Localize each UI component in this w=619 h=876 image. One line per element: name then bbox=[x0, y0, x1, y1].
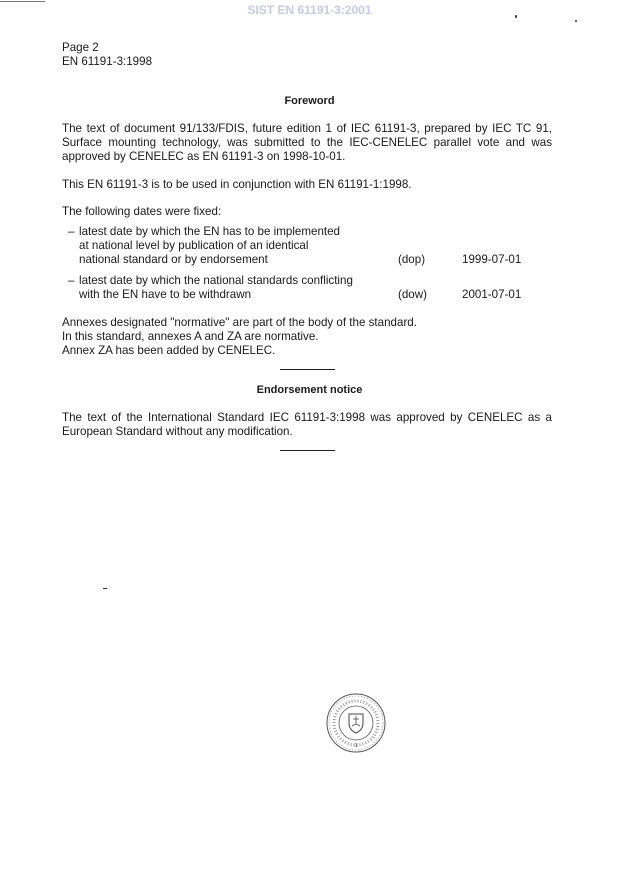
scan-edge-mark bbox=[0, 1, 45, 2]
foreword-para1-line1: The text of document 91/133/FDIS, future edition 1 of IEC 61191-3, prepared by IEC TC 91, bbox=[62, 122, 552, 135]
official-stamp bbox=[325, 692, 387, 757]
list-dash: – bbox=[68, 225, 75, 238]
list-dash: – bbox=[68, 274, 75, 287]
document-id: EN 61191-3:1998 bbox=[62, 55, 153, 68]
annex-line-2: In this standard, annexes A and ZA are normative. bbox=[62, 330, 319, 343]
watermark: SIST EN 61191-3:2001 bbox=[247, 3, 372, 17]
list-line: with the EN have to be withdrawn bbox=[79, 288, 252, 301]
annex-line-3: Annex ZA has been added by CENELEC. bbox=[62, 344, 276, 357]
list-item-dop bbox=[70, 225, 340, 267]
foreword-para3: The following dates were fixed: bbox=[62, 205, 222, 218]
scan-speck bbox=[575, 20, 577, 22]
dop-code: (dop) bbox=[398, 253, 426, 266]
list-line: at national level by publication of an identical bbox=[79, 239, 309, 252]
list-item-dow bbox=[70, 274, 353, 302]
dow-date: 2001-07-01 bbox=[462, 288, 522, 301]
endorsement-heading: Endorsement notice bbox=[256, 384, 363, 396]
list-line: national standard or by endorsement bbox=[79, 253, 268, 266]
foreword-heading: Foreword bbox=[284, 95, 335, 107]
dow-code: (dow) bbox=[398, 288, 427, 301]
endorsement-line2: European Standard without any modification. bbox=[62, 425, 293, 438]
svg-text:1: 1 bbox=[354, 743, 358, 749]
list-line: latest date by which the EN has to be implemented bbox=[79, 225, 341, 238]
foreword-para2: This EN 61191-3 is to be used in conjunction with EN 61191-1:1998. bbox=[62, 178, 412, 191]
foreword-para1-line3: approved by CENELEC as EN 61191-3 on 1998-10-01. bbox=[62, 150, 346, 163]
scan-speck bbox=[103, 588, 107, 589]
divider bbox=[280, 369, 335, 370]
annex-line-1: Annexes designated "normative" are part of the body of the standard. bbox=[62, 316, 417, 329]
dop-date: 1999-07-01 bbox=[462, 253, 522, 266]
list-line: latest date by which the national standards conflicting bbox=[79, 274, 353, 287]
foreword-para1-line2: Surface mounting technology, was submitted to the IEC-CENELEC parallel vote and was bbox=[62, 136, 552, 149]
divider bbox=[280, 450, 335, 451]
page-number: Page 2 bbox=[62, 41, 99, 54]
scan-speck bbox=[515, 15, 517, 18]
endorsement-line1: The text of the International Standard IEC 61191-3:1998 was approved by CENELEC as a bbox=[62, 411, 552, 424]
